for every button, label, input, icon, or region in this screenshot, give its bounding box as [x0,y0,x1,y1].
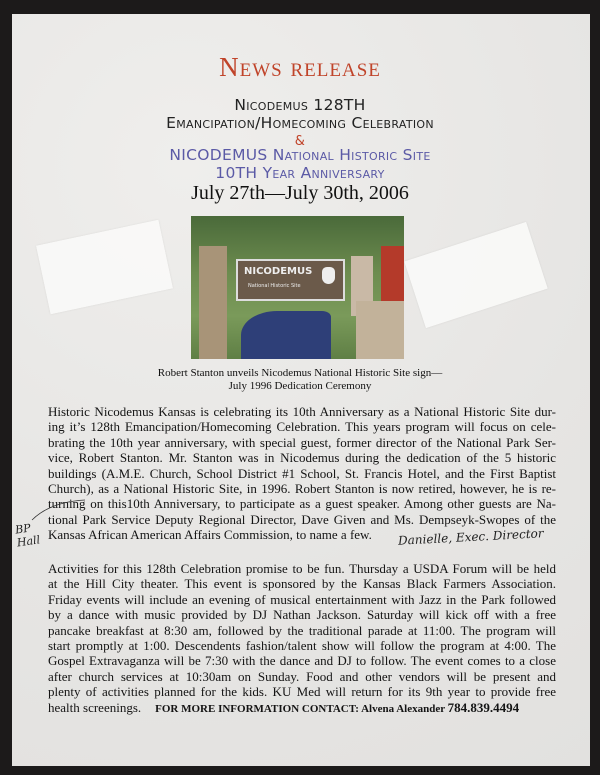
paragraph-1 [48,404,556,543]
ampersand: & [294,134,306,149]
text-line: Gospel Extravaganza will be 7:30 with the dance and DJ to follow. The event comes to a close [48,653,556,669]
text-line: plenty of activities planned for the kids. KU Med will return for its 9th year to provide free [48,684,556,700]
text-line: by a dance with music provided by DJ Nathan Jackson. Saturday will kick off with a free [48,607,556,623]
handwritten-text: BP [14,521,32,537]
heading-line1: Nicodemus 128TH [234,96,366,114]
event-dates: July 27th—July 30th, 2006 [191,182,409,204]
dedication-photo [191,216,404,359]
contact-name: FOR MORE INFORMATION CONTACT: Alvena Alexander [155,702,445,715]
text-line: buildings (A.M.E. Church, School District #1 School, St. Francis Hotel, and the First Baptist [48,465,556,481]
handwritten-text: Hall [16,533,41,550]
news-release-title: News release [219,52,381,82]
contact-info [155,699,520,715]
nps-arrowhead-icon [322,267,335,284]
text-line: start promptly at 1:00. Descendents fashion/talent show will follow the program at 4:00. The [48,638,556,654]
heading-line2: Emancipation/Homecoming Celebration [166,114,434,132]
sign-title: NICODEMUS [244,266,313,277]
text-line: Kansas African American Affairs Commission, to name a few. [48,527,372,543]
text-line: Historic Nicodemus Kansas is celebrating its 10th Anniversary as a National Historic Site dur- [48,404,556,419]
site-sign [236,259,345,301]
caption-line: Robert Stanton unveils Nicodemus National Historic Site sign— [157,367,443,379]
heading-line3: NICODEMUS National Historic Site [169,146,431,164]
text-line: ing it’s 128th Emancipation/Homecoming Celebration. This years program will focus on cele- [48,419,556,435]
text-line: pancake breakfast at 8:30 am, followed by the traditional parade at 11:00. The program will [48,622,556,638]
text-line: brating the 10th year anniversary, with special guest, former director of the National Park Ser- [48,434,556,450]
sign-subtitle: National Historic Site [248,283,301,289]
text-line: turning on this10th Anniversary, to participate as a guest speaker. Among other guests are Na- [48,496,556,512]
text-line: at the Hill City theater. This event is sponsored by the Kansas Black Farmers Association. [48,576,556,592]
text-line: Activities for this 128th Celebration promise to be fun. Thursday a USDA Forum will be held [48,561,556,576]
heading-line4: 10TH Year Anniversary [215,164,385,182]
text-line: Church), as a National Historic Site, in 1996. Robert Stanton is now retired, however, he is re- [48,481,556,497]
photographer-figure [356,301,404,359]
person-figure [381,246,404,306]
handwritten-note: Danielle, Exec. Director [397,526,544,548]
paragraph-2 [48,561,556,717]
contact-line [48,700,556,717]
contact-phone: 784.839.4494 [447,699,520,715]
text-line: vice, Robert Stanton. Mr. Stanton was in Nicodemus during the dedication of the 5 historic [48,450,556,466]
person-figure [199,246,227,359]
handwritten-arrow-line [30,490,90,530]
caption-line: July 1996 Dedication Ceremony [228,380,372,392]
text-line: tional Park Service Deputy Regional Director, Dave Given and Ms. Dempseyk-Swopes of the [48,511,556,527]
text-line: Friday events will include an evening of musical entertainment with Jazz in the Park followed [48,591,556,607]
text-line: health screenings. [48,699,142,715]
text-line: after church services at 10:30am on Sunday. Food and other vendors will be present and [48,668,556,684]
photo-caption [0,367,600,393]
unveiling-cloth [241,311,331,359]
